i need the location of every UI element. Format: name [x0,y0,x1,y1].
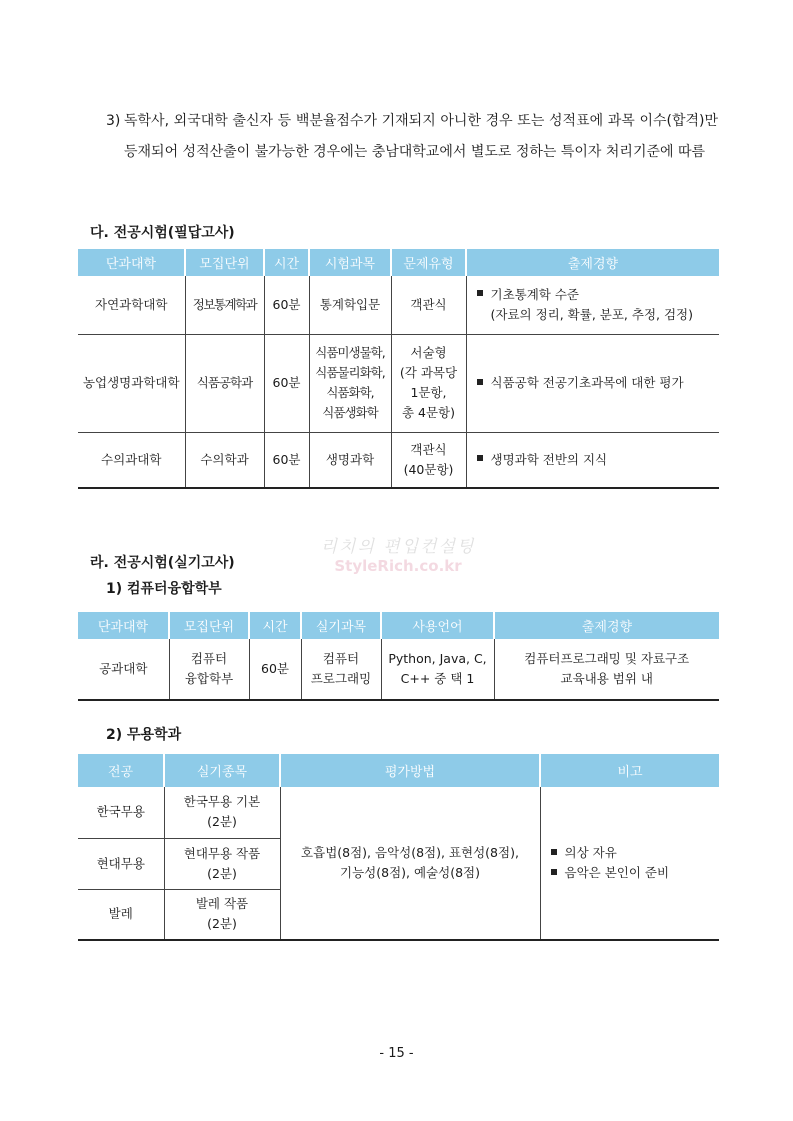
cell-subject: 통계학입문 [309,276,391,334]
header-remarks: 비고 [540,754,719,787]
cell-college: 수의과대학 [78,432,185,488]
cell-time: 60분 [264,334,309,432]
cell-trend: 기초통계학 수준 (자료의 정리, 확률, 분포, 추정, 검정) [466,276,719,334]
page-number: - 15 - [379,1046,414,1061]
cell-item: 한국무용 기본 (2분) [164,787,280,838]
cell-college: 자연과학대학 [78,276,185,334]
table-row [78,334,719,432]
cell-subject: 생명과학 [309,432,391,488]
section-da-title: 다. 전공시험(필답고사) [90,225,235,241]
header-item: 실기종목 [164,754,280,787]
subsection-dance-title: 2) 무용학과 [106,727,182,743]
cell-trend: 식품공학 전공기초과목에 대한 평가 [466,334,719,432]
header-trend: 출제경향 [466,249,719,276]
table-header-row [78,249,719,276]
cell-time: 60분 [264,432,309,488]
cell-trend: 생명과학 전반의 지식 [466,432,719,488]
header-college: 단과대학 [78,249,185,276]
bullet-icon [477,455,483,461]
header-time: 시간 [249,612,301,639]
cell-major: 한국무용 [78,787,164,838]
header-college: 단과대학 [78,612,169,639]
note-text: 독학사, 외국대학 출신자 등 백분율점수가 기재되지 아니한 경우 또는 성적표에 과목 이수(합격)만 등재되어 성적산출이 불가능한 경우에는 충남대학교에서 별도로 정하는 특이자 처리기준에 따름 [124,113,718,160]
header-unit: 모집단위 [169,612,249,639]
table-row [78,276,719,334]
header-subject: 실기과목 [301,612,381,639]
section-ra-title: 라. 전공시험(실기고사) [90,555,235,571]
cell-subject: 컴퓨터 프로그래밍 [301,639,381,700]
cell-college: 공과대학 [78,639,169,700]
header-language: 사용언어 [381,612,494,639]
watermark-line2: StyleRich.co.kr [334,557,462,575]
cell-subject: 식품미생물학, 식품물리화학, 식품화학, 식품생화학 [309,334,391,432]
cell-major: 현대무용 [78,838,164,889]
watermark [318,532,478,575]
bullet-icon [477,379,483,385]
written-exam-table [78,249,719,489]
cell-unit: 수의학과 [185,432,264,488]
table-row [78,639,719,700]
header-method: 평가방법 [280,754,540,787]
cell-trend: 컴퓨터프로그래밍 및 자료구조 교육내용 범위 내 [494,639,719,700]
header-time: 시간 [264,249,309,276]
cell-unit: 식품공학과 [185,334,264,432]
table-row [78,432,719,488]
table-header-row [78,754,719,787]
watermark-line1: 리치의 편입컨설팅 [320,537,476,557]
cell-time: 60분 [249,639,301,700]
cell-unit: 컴퓨터 융합학부 [169,639,249,700]
cell-type: 객관식 (40문항) [391,432,466,488]
cell-college: 농업생명과학대학 [78,334,185,432]
header-major: 전공 [78,754,164,787]
subsection-computer-title: 1) 컴퓨터융합학부 [106,581,222,597]
cell-unit: 정보통계학과 [185,276,264,334]
cell-type: 객관식 [391,276,466,334]
cell-method: 호흡법(8점), 음악성(8점), 표현성(8점), 기능성(8점), 예술성(8점) [280,787,540,940]
cell-language: Python, Java, C, C++ 중 택 1 [381,639,494,700]
practical-computer-table [78,612,719,701]
note-number: 3) [106,113,121,129]
bullet-icon [477,290,483,296]
cell-major: 발레 [78,889,164,940]
cell-time: 60분 [264,276,309,334]
header-trend: 출제경향 [494,612,719,639]
header-subject: 시험과목 [309,249,391,276]
header-unit: 모집단위 [185,249,264,276]
bullet-icon [551,849,557,855]
practical-dance-table [78,754,719,941]
table-row [78,787,719,838]
table-header-row [78,612,719,639]
bullet-icon [551,869,557,875]
cell-item: 발레 작품 (2분) [164,889,280,940]
cell-remarks: 의상 자유 음악은 본인이 준비 [540,787,719,940]
note-item-3 [106,106,718,168]
cell-item: 현대무용 작품 (2분) [164,838,280,889]
header-type: 문제유형 [391,249,466,276]
cell-type: 서술형 (각 과목당 1문항, 총 4문항) [391,334,466,432]
